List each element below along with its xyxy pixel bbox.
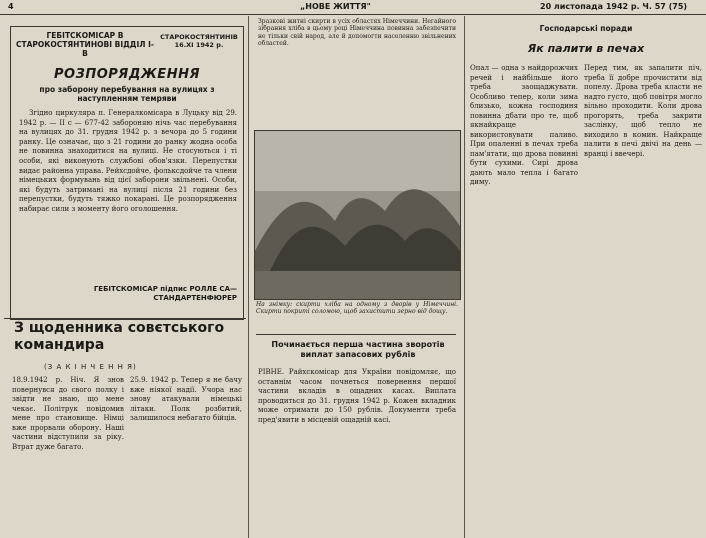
right-text-a: Опал — одна з найдорожчих речей і найбільше його треба заощаджувати. Особливо тепер, коли зима близько, кожна господиня повинна дбати про те, щоб якнайкраще використовувати паливо. При опаленні в печах треба пам'ятати, що дрова повинні бути сухими. Сирі дрова дають мало тепла і багато диму.: [470, 64, 578, 186]
middle-column: [252, 18, 462, 538]
notice-body: Згідно циркуляра п. Генералкомісара в Луцьку від 29. 1942 р. — II с — 677-42 забороняю нічь час перебування на вулицях до 31. грудня 1942 р. з вечора до 5 години ранку. Це означає, що з 21 години до ранку жодна особа не повинна знаходитися на вулиці. Не стосуються і ті особи, які виконують службові обов'язки. Перепустки видає районна управа. Рейхсдойче, фольксдойче та члени німецьких формувань від цієї заборони звільнені. Особи, які будуть затримані на вулиці після 21 години без перепустки, будуть тяжко покарані. Це розпорядження набирає сили з моменту його оголошення.: [19, 109, 237, 213]
diary-text: 25.9. 1942 р. Тепер я не бачу вже ніякої надії. Учора нас знову атакували німецькі літаки. Полк розбитий, залишилося небагато бійців.: [130, 376, 242, 422]
mid-headline: Починається перша частина зворотів виплат запасових рублів: [271, 340, 445, 359]
official-notice: [10, 26, 244, 320]
section-label: Господарські поради: [539, 24, 633, 33]
diary-text: 18.9.1942 р. Ніч. Я знов повернувся до свого полку і звідти не знаю, що мене чекає. Політрук повідомив мене про становище. Німці вже прорвали оборону. Наші частини відступили за ріку. Втрат дуже багато.: [12, 376, 124, 451]
photo-lead: Зразкові житні скирти в усіх областях Німеччини. Негайного зібрання хліба в цьому році Німеччина повинна забезпечити не тільки свій народ, але й допомогти населенню звільнених областей.: [258, 18, 456, 48]
right-headline: Як палити в печах: [527, 42, 645, 55]
column-divider: [248, 16, 249, 538]
photo-caption: На знімку: скирти хліба на одному з дворів у Німеччині. Скирти покриті соломою, щоб захистити зерно від дощу.: [256, 301, 458, 316]
divider: [256, 334, 456, 335]
page-number: 4: [8, 2, 14, 11]
mid-article-text: РІВНЕ. Райхскомісар для України повідомляє, що останнім часом почнеться повернення першої частини вкладів в ощадних касах. Виплата проводиться до 31. грудня 1942 р. Кожен вкладник може отримати до 150 рублів. Документи треба пред'явити в місцевій ощадній касі.: [258, 368, 456, 424]
right-column: [466, 18, 706, 538]
notice-title: РОЗПОРЯДЖЕННЯ: [54, 67, 200, 82]
issue-date: 20 листопада 1942 р. Ч. 57 (75): [540, 2, 688, 11]
news-photo: [254, 130, 461, 300]
right-text-b: Перед тим, як запалити піч, треба її добре прочистити від попелу. Дрова треба класти не надто густо, щоб повітря могло вільно проходити. Коли дрова прогорять, треба закрити заслінку, щоб тепло не виходило в комин. Найкраще палити в печі двічі на день — вранці і ввечері.: [584, 64, 702, 158]
haystack-photo-image: [255, 131, 460, 299]
page-header: [0, 0, 706, 15]
notice-subtitle: про заборону перебування на вулицях з наступленням темряви: [39, 85, 215, 103]
column-divider: [464, 16, 465, 538]
notice-issuer: ГЕБІТСКОМІСАР В СТАРОКОСТЯНТИНОВІ ВІДДІЛ І-В: [15, 31, 155, 58]
left-column: [4, 18, 246, 538]
divider: [4, 318, 246, 319]
paper-name: „НОВЕ ЖИТТЯ": [300, 2, 371, 11]
notice-place-date: СТАРОКОСТЯНТИНІВ 16.XI 1942 р.: [160, 33, 238, 49]
diary-kicker: (З А К І Н Ч Е Н Н Я): [44, 363, 137, 371]
diary-headline: З щоденника совєтського командира: [14, 320, 225, 353]
notice-signature: ГЕБІТСКОМІСАР підпис РОЛЛЕ СА—СТАНДАРТЕНФЮРЕР: [93, 285, 237, 302]
